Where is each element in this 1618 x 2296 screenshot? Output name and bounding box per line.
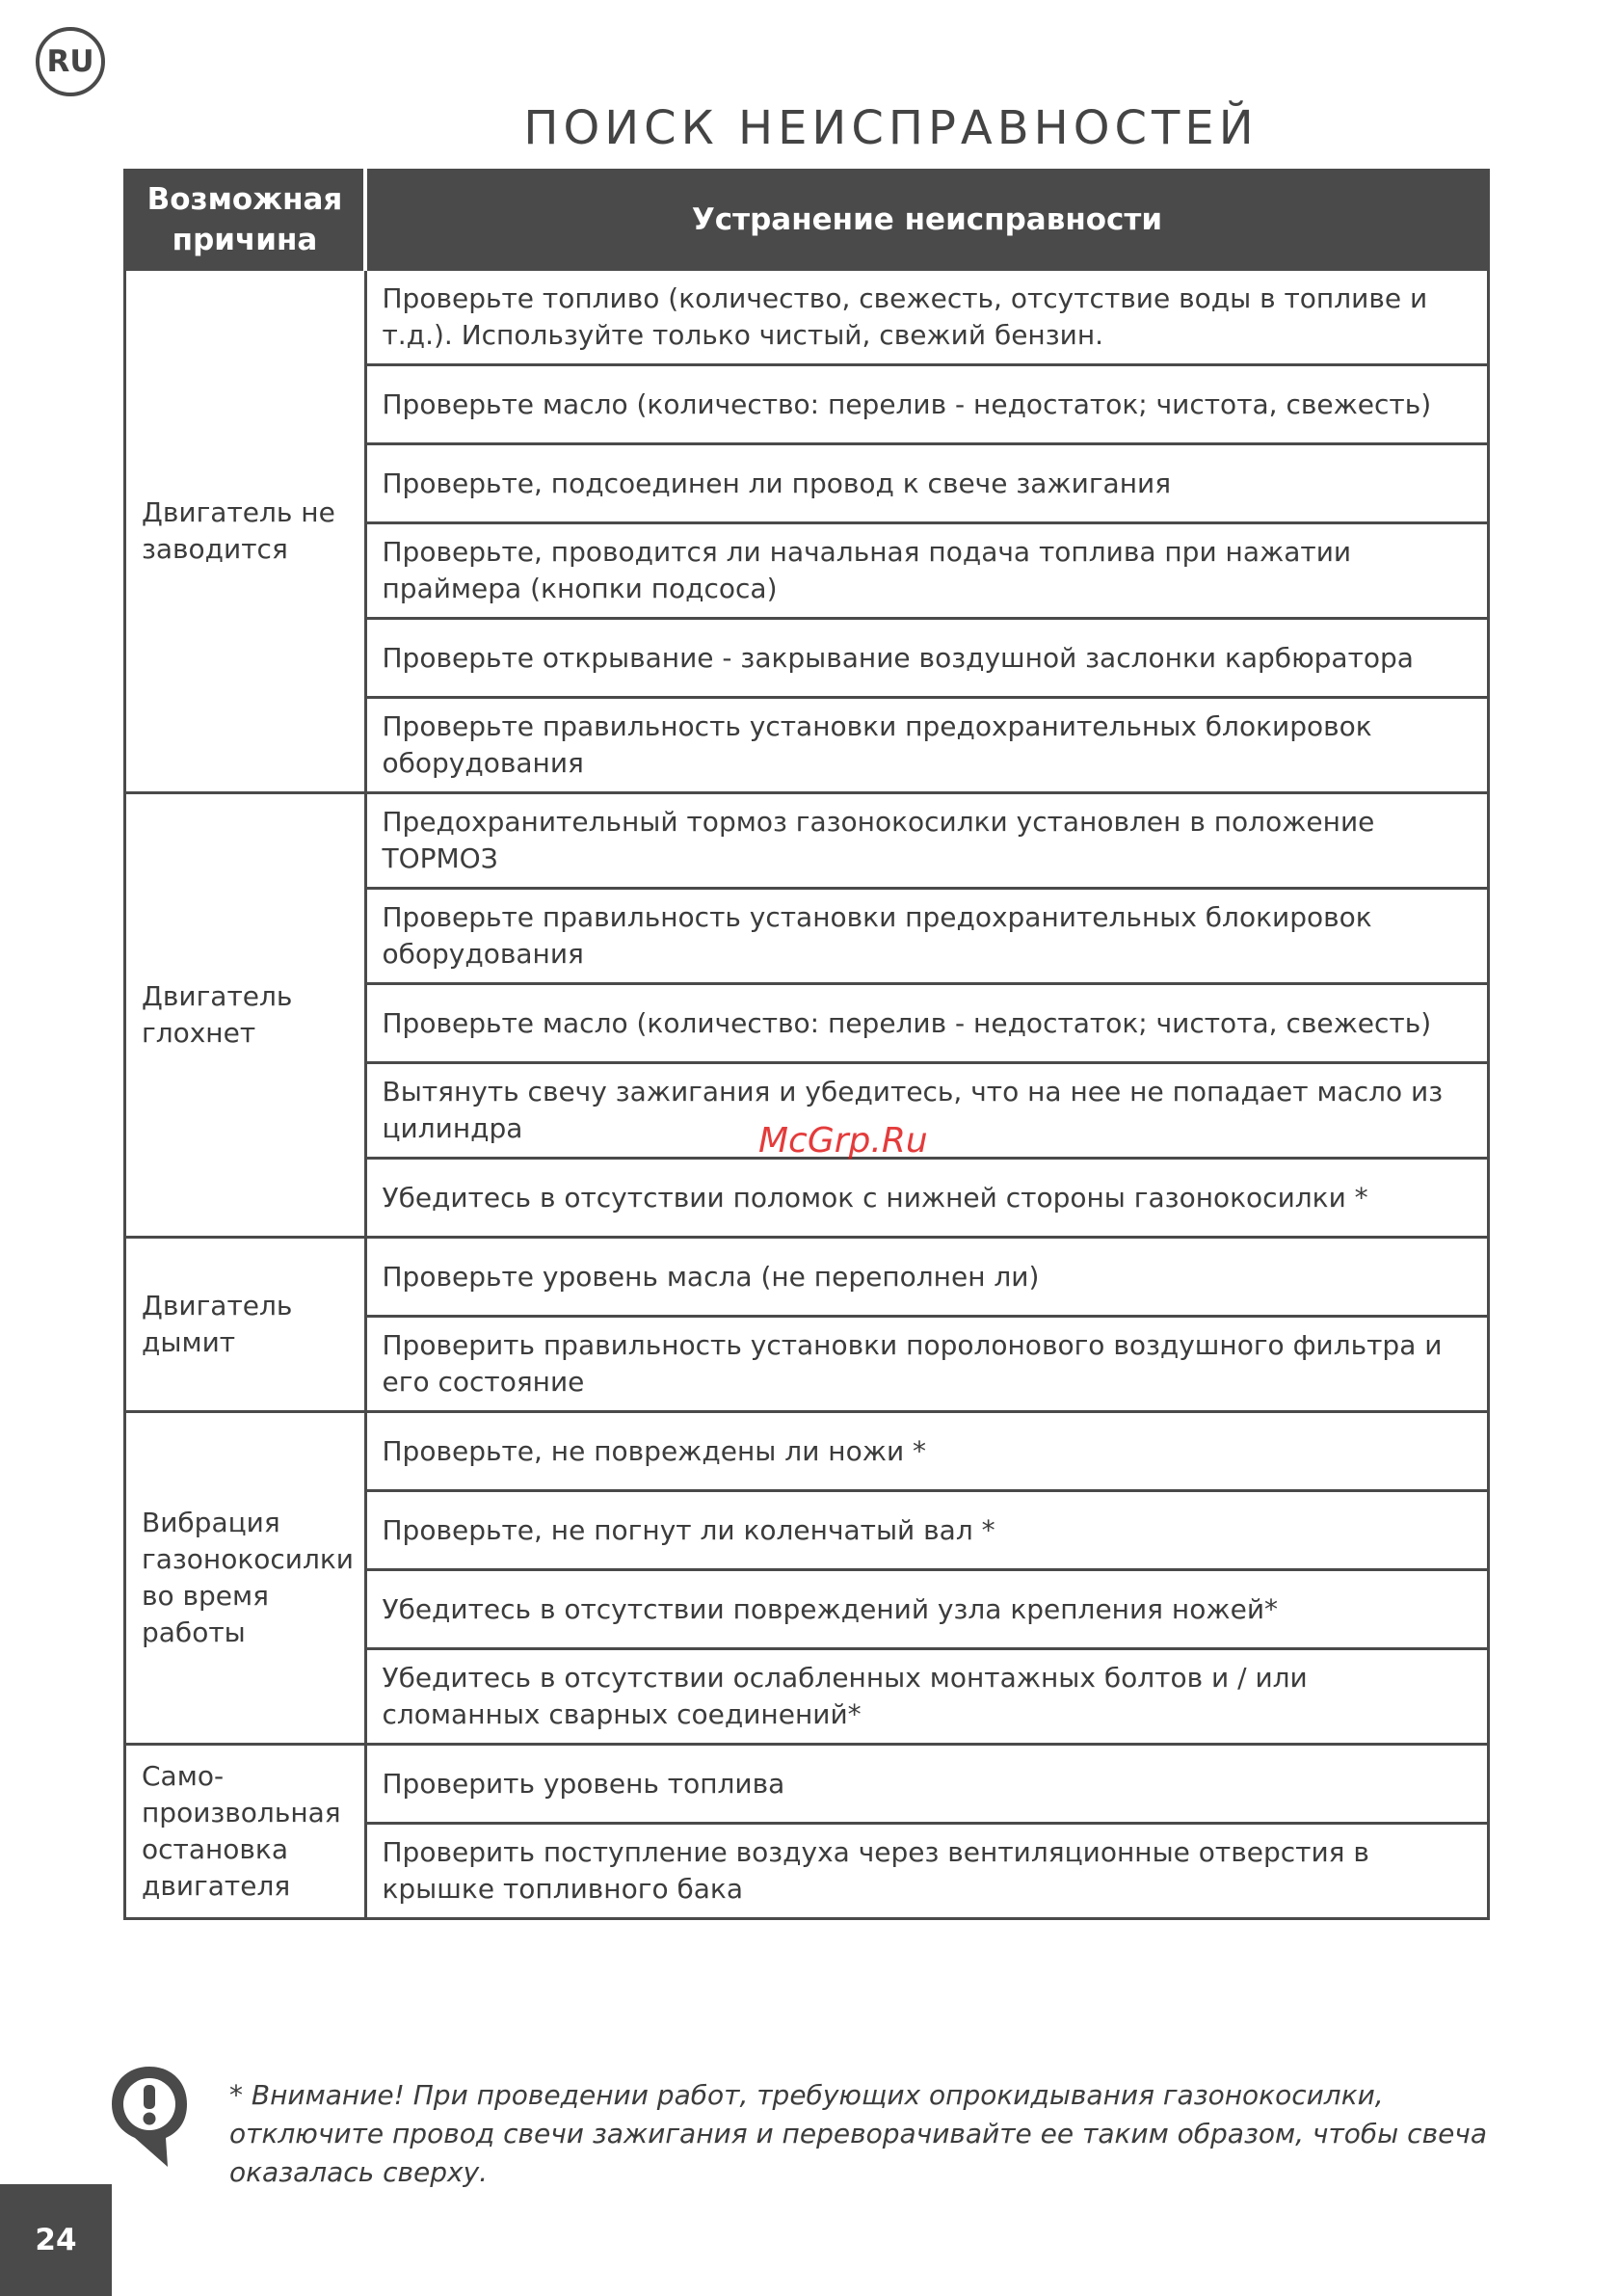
fix-cell: Проверьте масло (количество: перелив - недостаток; чистота, свежесть) — [365, 365, 1489, 444]
fix-cell: Проверьте топливо (количество, свежесть, отсутствие воды в топливе и т.д.). Используйте только чистый, свежий бензин. — [365, 270, 1489, 365]
fix-cell: Убедитесь в отсутствии поломок с нижней стороны газонокосилки * — [365, 1159, 1489, 1238]
fix-cell: Убедитесь в отсутствии ослабленных монтажных болтов и / или сломанных сварных соединений* — [365, 1649, 1489, 1745]
fix-cell: Предохранительный тормоз газонокосилки установлен в положение ТОРМОЗ — [365, 793, 1489, 889]
fix-cell: Проверьте масло (количество: перелив - недостаток; чистота, свежесть) — [365, 984, 1489, 1063]
fix-cell: Убедитесь в отсутствии повреждений узла крепления ножей* — [365, 1570, 1489, 1649]
header-cause: Возможная причина — [125, 171, 366, 270]
cause-cell: Вибрация газонокосилки во время работы — [125, 1412, 366, 1745]
troubleshooting-table — [123, 169, 1490, 1920]
header-fix: Устранение неисправности — [365, 171, 1489, 270]
fix-cell: Проверьте, подсоединен ли провод к свече зажигания — [365, 444, 1489, 523]
language-badge: RU — [36, 27, 105, 96]
table-row — [125, 1412, 1489, 1491]
fix-cell: Проверить правильность установки поролонового воздушного фильтра и его состояние — [365, 1317, 1489, 1412]
table-row — [125, 1238, 1489, 1317]
fix-cell: Вытянуть свечу зажигания и убедитесь, что на нее не попадает масло из цилиндра — [365, 1063, 1489, 1159]
table-row — [125, 793, 1489, 889]
cause-cell: Двигатель не заводится — [125, 270, 366, 793]
fix-cell: Проверить уровень топлива — [365, 1745, 1489, 1824]
fix-cell: Проверьте открывание - закрывание воздушной заслонки карбюратора — [365, 619, 1489, 698]
cause-cell: Двигатель дымит — [125, 1238, 366, 1412]
fix-cell: Проверьте, проводится ли начальная подача топлива при нажатии праймера (кнопки подсоса) — [365, 523, 1489, 619]
table-row — [125, 1745, 1489, 1824]
fix-cell: Проверьте, не погнут ли коленчатый вал * — [365, 1491, 1489, 1570]
table-body — [125, 270, 1489, 1919]
page-number: 24 — [0, 2184, 112, 2296]
fix-cell: Проверьте, не повреждены ли ножи * — [365, 1412, 1489, 1491]
warning-note: * Внимание! При проведении работ, требующих опрокидывания газонокосилки, отключите провод свечи зажигания и переворачивайте ее таким образом, чтобы свеча оказалась сверху. — [229, 2079, 1487, 2188]
fix-cell: Проверьте правильность установки предохранительных блокировок оборудования — [365, 698, 1489, 793]
fix-cell: Проверьте правильность установки предохранительных блокировок оборудования — [365, 889, 1489, 984]
fix-cell: Проверьте уровень масла (не переполнен ли) — [365, 1238, 1489, 1317]
page-title: ПОИСК НЕИСПРАВНОСТЕЙ — [523, 101, 1259, 155]
exclamation-speech-bubble-icon — [108, 2063, 191, 2171]
cause-cell: Двигатель глохнет — [125, 793, 366, 1238]
fix-cell: Проверить поступление воздуха через вентиляционные отверстия в крышке топливного бака — [365, 1824, 1489, 1919]
table-header-row — [125, 171, 1489, 270]
table-row — [125, 270, 1489, 365]
cause-cell: Само-произвольная остановка двигателя — [125, 1745, 366, 1919]
watermark: McGrp.Ru — [758, 1121, 928, 1161]
